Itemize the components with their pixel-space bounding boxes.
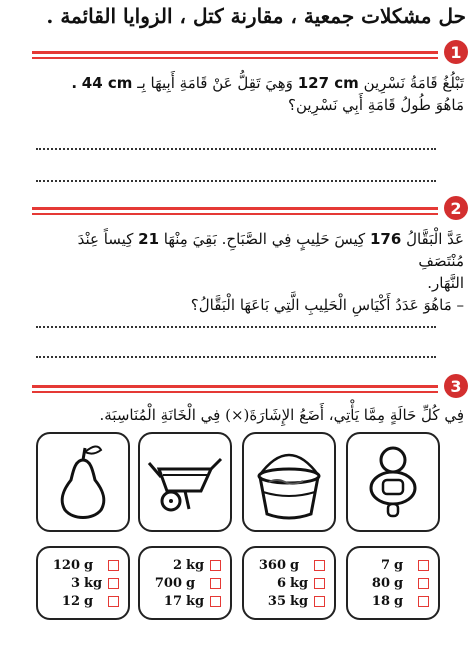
option-value: 17 [163, 593, 182, 609]
wheelbarrow-icon [145, 447, 225, 517]
option-value: 35 [267, 593, 286, 609]
answer-line[interactable] [36, 180, 436, 182]
option-value: 18 [371, 593, 390, 609]
count-value: 176 [369, 230, 402, 248]
answer-line[interactable] [36, 356, 436, 358]
checkbox[interactable] [108, 560, 119, 571]
option-value: 80 [371, 575, 390, 591]
option-row [50, 556, 119, 574]
divider [32, 207, 438, 210]
divider [32, 213, 438, 215]
option-unit: g [394, 593, 404, 609]
checkbox[interactable] [108, 578, 119, 589]
problem-1-question: مَاهُوَ طُولُ قَامَةِ أَبِي نَسْرِين؟ [288, 96, 464, 114]
pear-card [36, 432, 130, 532]
option-row [256, 574, 325, 592]
text-fragment: وَهِيَ تَقِلُّ عَنْ قَامَةِ أَبِيهَا بِـ [137, 74, 293, 92]
option-value: 3 [70, 575, 80, 591]
text-fragment: عَدَّ الْبَقَّالُ [406, 230, 464, 248]
checkbox[interactable] [314, 596, 325, 607]
section-number-badge: 3 [444, 374, 468, 398]
problem-2-statement [34, 228, 464, 272]
section-number-badge: 1 [444, 40, 468, 64]
text-fragment: كِيساً عِنْدَ مُنْتَصَفِ [77, 230, 464, 270]
option-row [50, 592, 119, 610]
section-1-header [32, 40, 468, 66]
checkbox[interactable] [418, 560, 429, 571]
checkbox[interactable] [418, 578, 429, 589]
worksheet-title: حل مشكلات جمعية ، مقارنة كتل ، الزوايا القائمة . [46, 4, 466, 28]
problem-3-instruction: فِي كُلِّ حَالَةٍ مِمَّا يَأْتِي، أَضَعُ الإِشَارَةَ(×) فِي الْخَانَةِ الْمُنَاسِبَة. [99, 406, 464, 424]
checkbox[interactable] [210, 596, 221, 607]
option-value: 120 [52, 557, 80, 573]
options-wheelbarrow [138, 546, 232, 620]
option-unit: g [394, 575, 404, 591]
option-unit: kg [290, 575, 309, 591]
option-value: 7 [380, 557, 390, 573]
divider [32, 391, 438, 393]
option-value: 360 [258, 557, 286, 573]
options-bucket [242, 546, 336, 620]
section-number-badge: 2 [444, 196, 468, 220]
checkbox[interactable] [108, 596, 119, 607]
option-unit: g [290, 557, 300, 573]
checkbox[interactable] [210, 560, 221, 571]
option-unit: g [186, 575, 196, 591]
wheelbarrow-card [138, 432, 232, 532]
answer-line[interactable] [36, 148, 436, 150]
checkbox[interactable] [314, 560, 325, 571]
option-row [360, 592, 429, 610]
bucket-icon [251, 442, 327, 522]
text-fragment: تَبْلُغُ قَامَةُ نَسْرِين [363, 74, 464, 92]
pear-icon [53, 440, 113, 524]
pictures-row [36, 432, 436, 532]
text-fragment: كِيسَ حَلِيبٍ فِي الصَّبَاحِ. بَقِيَ مِنْهَا [163, 230, 366, 248]
pacifier-icon [358, 442, 428, 522]
option-value: 12 [61, 593, 80, 609]
option-row [256, 592, 325, 610]
option-value: 6 [276, 575, 286, 591]
checkbox[interactable] [210, 578, 221, 589]
divider [32, 51, 438, 54]
option-unit: kg [186, 593, 205, 609]
option-row [152, 574, 221, 592]
checkbox[interactable] [418, 596, 429, 607]
checkbox[interactable] [314, 578, 325, 589]
option-unit: g [84, 557, 94, 573]
problem-2-text [34, 228, 464, 316]
option-unit: kg [186, 557, 205, 573]
option-unit: g [84, 593, 94, 609]
bucket-card [242, 432, 336, 532]
option-value: 2 [172, 557, 182, 573]
option-row [256, 556, 325, 574]
divider [32, 57, 438, 59]
options-pear [36, 546, 130, 620]
section-3-header [32, 374, 468, 400]
divider [32, 385, 438, 388]
option-unit: kg [290, 593, 309, 609]
option-row [152, 592, 221, 610]
remaining-value: 21 [138, 230, 160, 248]
option-row [152, 556, 221, 574]
problem-2-statement-cont: النَّهَار. [427, 274, 464, 292]
problem-1-statement [34, 72, 464, 94]
answer-line[interactable] [36, 326, 436, 328]
option-row [50, 574, 119, 592]
option-value: 700 [154, 575, 182, 591]
problem-1-text [34, 72, 464, 116]
option-row [360, 556, 429, 574]
height-value: 127 cm [297, 74, 359, 92]
option-row [360, 574, 429, 592]
option-unit: kg [84, 575, 103, 591]
section-2-header [32, 196, 468, 222]
option-unit: g [394, 557, 404, 573]
problem-2-question: – مَاهُوَ عَدَدُ أَكْيَاسِ الْحَلِيبِ الَّتِي بَاعَهَا الْبَقَّالُ؟ [190, 296, 464, 314]
options-pacifier [346, 546, 440, 620]
text-fragment: . [71, 74, 78, 92]
difference-value: 44 cm [81, 74, 133, 92]
pacifier-card [346, 432, 440, 532]
